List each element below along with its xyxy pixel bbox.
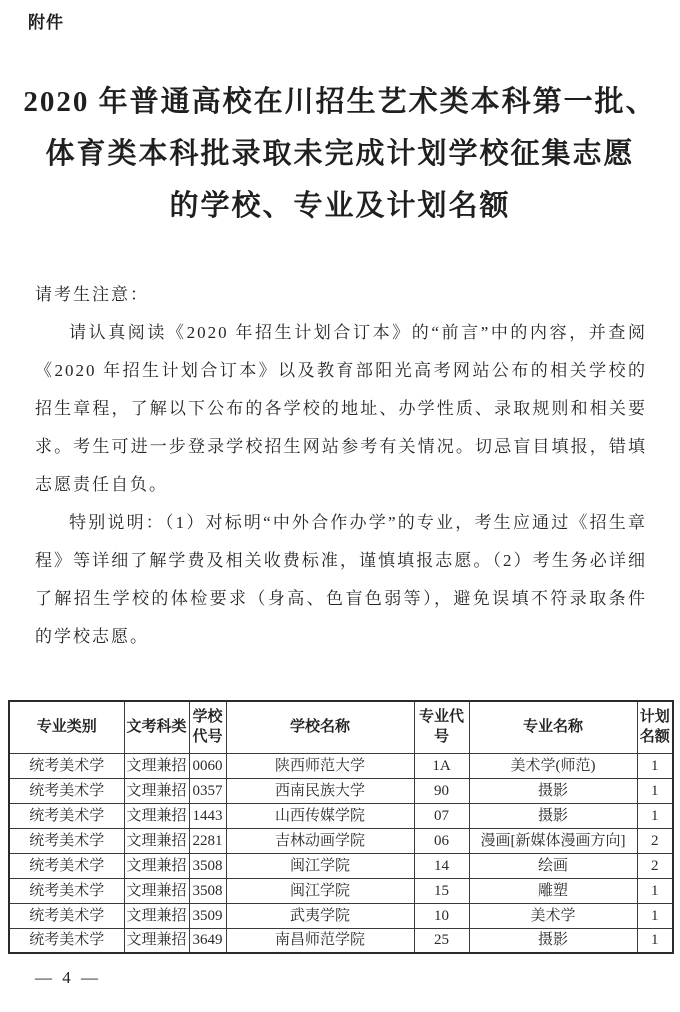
col-header-major-code: 专业代号	[414, 701, 469, 753]
table-cell: 统考美术学	[9, 753, 124, 778]
notice-heading: 请考生注意：	[35, 285, 149, 304]
table-cell: 漫画[新媒体漫画方向]	[469, 828, 637, 853]
table-row	[9, 853, 673, 878]
table-cell: 南昌师范学院	[226, 928, 414, 953]
table-row	[9, 878, 673, 903]
table-row	[9, 803, 673, 828]
col-header-major-name: 专业名称	[469, 701, 637, 753]
col-header-school-code: 学校代号	[189, 701, 226, 753]
table-cell: 美术学	[469, 903, 637, 928]
table-cell: 统考美术学	[9, 853, 124, 878]
table-cell: 统考美术学	[9, 903, 124, 928]
table-cell: 陕西师范大学	[226, 753, 414, 778]
document-title	[18, 76, 662, 232]
table-cell: 07	[414, 803, 469, 828]
table-cell: 文理兼招	[124, 928, 189, 953]
table-cell: 统考美术学	[9, 928, 124, 953]
table-cell: 武夷学院	[226, 903, 414, 928]
table-cell: 文理兼招	[124, 778, 189, 803]
table-cell: 25	[414, 928, 469, 953]
table-cell: 1	[637, 903, 673, 928]
table-cell: 2281	[189, 828, 226, 853]
col-header-exam-category: 文考科类	[124, 701, 189, 753]
table-cell: 0060	[189, 753, 226, 778]
table-cell: 雕塑	[469, 878, 637, 903]
table-cell: 美术学(师范)	[469, 753, 637, 778]
table-cell: 1	[637, 928, 673, 953]
table-cell: 15	[414, 878, 469, 903]
admission-plan-table	[8, 700, 674, 954]
table-cell: 文理兼招	[124, 753, 189, 778]
table-cell: 绘画	[469, 853, 637, 878]
table-cell: 文理兼招	[124, 803, 189, 828]
table-cell: 06	[414, 828, 469, 853]
table-cell: 文理兼招	[124, 903, 189, 928]
table-cell: 90	[414, 778, 469, 803]
notice-paragraph-1: 请认真阅读《2020 年招生计划合订本》的“前言”中的内容，并查阅《2020 年招生计划合订本》以及教育部阳光高考网站公布的相关学校的招生章程，了解以下公布的各学校的地址、办学性质、录取规则和相关要求。考生可进一步登录学校招生网站参考有关情况。切忌盲目填报，错填志愿责任自负。	[35, 323, 647, 494]
table-cell: 摄影	[469, 928, 637, 953]
col-header-school-name: 学校名称	[226, 701, 414, 753]
table-row	[9, 928, 673, 953]
attachment-label: 附件	[28, 13, 64, 32]
col-header-plan-quota: 计划名额	[637, 701, 673, 753]
table-header	[9, 701, 673, 753]
table-cell: 1	[637, 803, 673, 828]
table-cell: 1443	[189, 803, 226, 828]
table-cell: 3649	[189, 928, 226, 953]
title-line-3: 的学校、专业及计划名额	[169, 190, 511, 222]
table-cell: 2	[637, 828, 673, 853]
table-header-row	[9, 701, 673, 753]
table-cell: 摄影	[469, 778, 637, 803]
table-cell: 摄影	[469, 803, 637, 828]
notice-body	[35, 276, 647, 656]
table-cell: 1A	[414, 753, 469, 778]
table-cell: 文理兼招	[124, 853, 189, 878]
table-cell: 统考美术学	[9, 803, 124, 828]
table-row	[9, 903, 673, 928]
table-cell: 3509	[189, 903, 226, 928]
table-row	[9, 828, 673, 853]
table-row	[9, 753, 673, 778]
table-body	[9, 753, 673, 953]
col-header-major-category: 专业类别	[9, 701, 124, 753]
table-cell: 统考美术学	[9, 828, 124, 853]
table-cell: 文理兼招	[124, 828, 189, 853]
title-line-2: 体育类本科批录取未完成计划学校征集志愿	[45, 138, 635, 170]
table-cell: 3508	[189, 878, 226, 903]
table-cell: 10	[414, 903, 469, 928]
table-row	[9, 778, 673, 803]
table-cell: 统考美术学	[9, 778, 124, 803]
table-cell: 文理兼招	[124, 878, 189, 903]
table-cell: 1	[637, 778, 673, 803]
table-cell: 3508	[189, 853, 226, 878]
page-number: — 4 —	[35, 968, 101, 987]
table-cell: 统考美术学	[9, 878, 124, 903]
table-cell: 0357	[189, 778, 226, 803]
table-cell: 1	[637, 753, 673, 778]
table-cell: 闽江学院	[226, 853, 414, 878]
table-cell: 吉林动画学院	[226, 828, 414, 853]
table-cell: 闽江学院	[226, 878, 414, 903]
table-cell: 2	[637, 853, 673, 878]
table-cell: 14	[414, 853, 469, 878]
table-cell: 山西传媒学院	[226, 803, 414, 828]
notice-paragraph-2: 特别说明：（1）对标明“中外合作办学”的专业，考生应通过《招生章程》等详细了解学费及相关收费标准，谨慎填报志愿。（2）考生务必详细了解招生学校的体检要求（身高、色盲色弱等），避免误填不符录取条件的学校志愿。	[35, 513, 647, 646]
title-line-1: 2020 年普通高校在川招生艺术类本科第一批、	[23, 86, 657, 118]
table-cell: 西南民族大学	[226, 778, 414, 803]
table-cell: 1	[637, 878, 673, 903]
